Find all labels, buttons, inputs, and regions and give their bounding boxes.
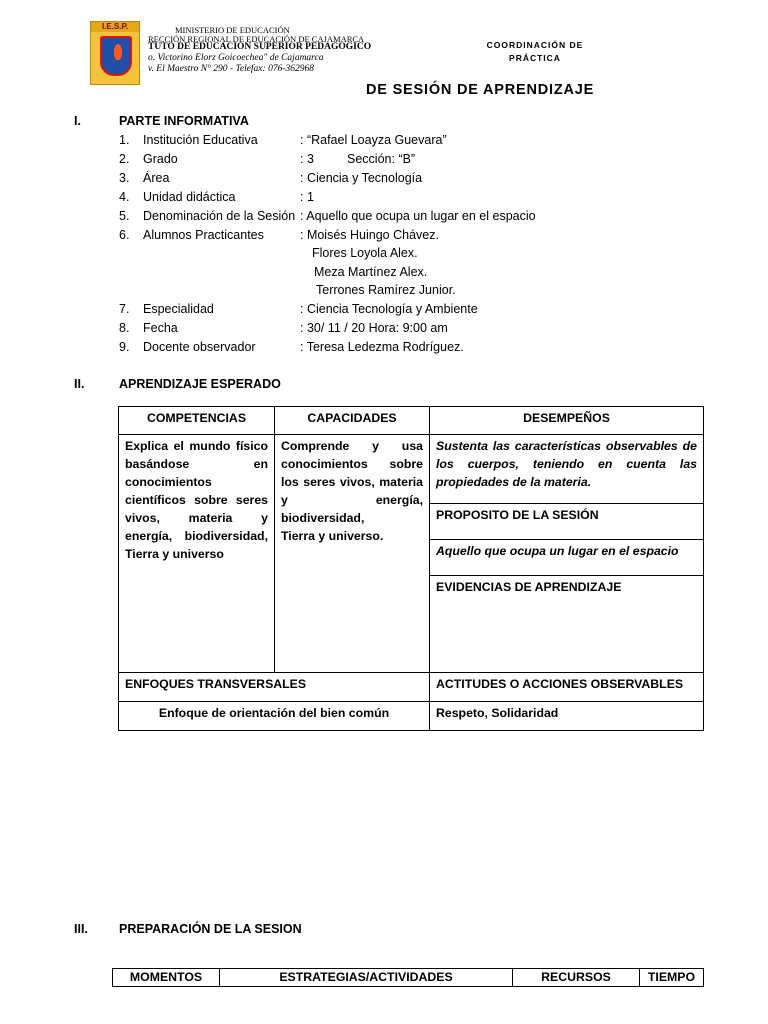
item-number: 1. [119, 133, 130, 147]
competencia-line: vivos, materia y [125, 511, 268, 525]
item-label: Institución Educativa [143, 133, 258, 147]
item-number: 6. [119, 228, 130, 242]
capacidad-line: biodiversidad, [281, 511, 365, 525]
item-number: 2. [119, 152, 130, 166]
competencia-cell [119, 435, 275, 673]
coordination-line2: PRÁCTICA [509, 53, 561, 63]
evidencias-label: EVIDENCIAS DE APRENDIZAJE [430, 576, 704, 673]
header-address: v. El Maestro N° 290 - Telefax: 076-362968 [148, 64, 314, 74]
session-table [112, 968, 704, 987]
item-label: Grado [143, 152, 178, 166]
header-capacidades: CAPACIDADES [275, 407, 430, 435]
competencia-line: basándose en [125, 457, 268, 471]
competencia-line: Explica el mundo físico [125, 439, 268, 453]
column-header: ESTRATEGIAS/ACTIVIDADES [220, 969, 513, 987]
logo-text: I.E.S.P. [91, 22, 139, 32]
header-competencias: COMPETENCIAS [119, 407, 275, 435]
capacidad-line: los seres vivos, materia [281, 475, 423, 489]
desempeno-cell [430, 435, 704, 504]
page-title: DE SESIÓN DE APRENDIZAJE [366, 82, 595, 98]
item-value: : 3 [300, 152, 314, 166]
section1-numeral: I. [74, 114, 81, 128]
item-label: Unidad didáctica [143, 190, 236, 204]
item-number: 4. [119, 190, 130, 204]
capacidad-line: Tierra y universo. [281, 529, 384, 543]
item-label: Fecha [143, 321, 178, 335]
section2-numeral: II. [74, 377, 85, 391]
item-label: Área [143, 171, 170, 185]
proposito-value: Aquello que ocupa un lugar en el espacio [430, 540, 704, 576]
header-desempenos: DESEMPEÑOS [430, 407, 704, 435]
item-value: : 30/ 11 / 20 Hora: 9:00 am [300, 321, 448, 335]
student-name: Meza Martínez Alex. [314, 265, 428, 279]
item-label: Alumnos Practicantes [143, 228, 264, 242]
actitud-value: Respeto, Solidaridad [430, 702, 704, 731]
item-value-section: Sección: “B” [347, 152, 416, 166]
desempeno-line: propiedades de la materia. [436, 475, 592, 489]
header-ministry: MINISTERIO DE EDUCACIÓN [175, 25, 290, 35]
item-value: : Ciencia Tecnología y Ambiente [300, 302, 478, 316]
item-label: Denominación de la Sesión [143, 209, 296, 223]
desempeno-line: los cuerpos, teniendo en cuenta las [436, 457, 697, 471]
competencia-line: energía, biodiversidad, [125, 529, 268, 543]
section1-title: PARTE INFORMATIVA [119, 114, 249, 128]
student-name: Terrones Ramírez Junior. [316, 283, 456, 297]
column-header: TIEMPO [640, 969, 704, 987]
enfoque-value: Enfoque de orientación del bien común [119, 702, 430, 731]
proposito-label: PROPOSITO DE LA SESIÓN [430, 504, 704, 540]
header-direction: RECCIÓN REGIONAL DE EDUCACIÓN DE CAJAMARCA [148, 34, 365, 44]
column-header: MOMENTOS [113, 969, 220, 987]
item-value: : Teresa Ledezma Rodríguez. [300, 340, 464, 354]
header-institute: TUTO DE EDUCACION SUPERIOR PEDAGOGICO [148, 42, 372, 52]
learning-table [118, 406, 704, 731]
institution-logo [90, 21, 140, 85]
item-label: Especialidad [143, 302, 214, 316]
item-label: Docente observador [143, 340, 256, 354]
capacidad-line: y energía, [281, 493, 423, 507]
torch-flame-icon [114, 44, 122, 60]
competencia-line: científicos sobre seres [125, 493, 268, 507]
desempeno-line: Sustenta las características observables de [436, 439, 697, 453]
item-number: 3. [119, 171, 130, 185]
actitudes-label: ACTITUDES O ACCIONES OBSERVABLES [430, 673, 704, 702]
item-number: 8. [119, 321, 130, 335]
item-number: 9. [119, 340, 130, 354]
section3-title: PREPARACIÓN DE LA SESION [119, 922, 302, 936]
capacidad-line: conocimientos sobre [281, 457, 423, 471]
item-value: : Ciencia y Tecnología [300, 171, 423, 185]
section2-title: APRENDIZAJE ESPERADO [119, 377, 281, 391]
column-header: RECURSOS [513, 969, 640, 987]
item-value: : Aquello que ocupa un lugar en el espacio [300, 209, 536, 223]
enfoques-label: ENFOQUES TRANSVERSALES [119, 673, 430, 702]
competencia-line: conocimientos [125, 475, 212, 489]
item-value: : “Rafael Loayza Guevara” [300, 133, 447, 147]
item-number: 7. [119, 302, 130, 316]
item-number: 5. [119, 209, 130, 223]
shield-icon [100, 36, 132, 76]
capacidad-cell [275, 435, 430, 673]
header-institute-name: o. Victorino Elorz Goicoechea" de Cajamarca [148, 53, 324, 63]
coordination-line1: COORDINACIÓN DE [486, 40, 584, 50]
item-value: : Moisés Huingo Chávez. [300, 228, 439, 242]
competencia-line: Tierra y universo [125, 547, 224, 561]
capacidad-line: Comprende y usa [281, 439, 423, 453]
student-name: Flores Loyola Alex. [312, 246, 418, 260]
section3-numeral: III. [74, 922, 88, 936]
item-value: : 1 [300, 190, 314, 204]
